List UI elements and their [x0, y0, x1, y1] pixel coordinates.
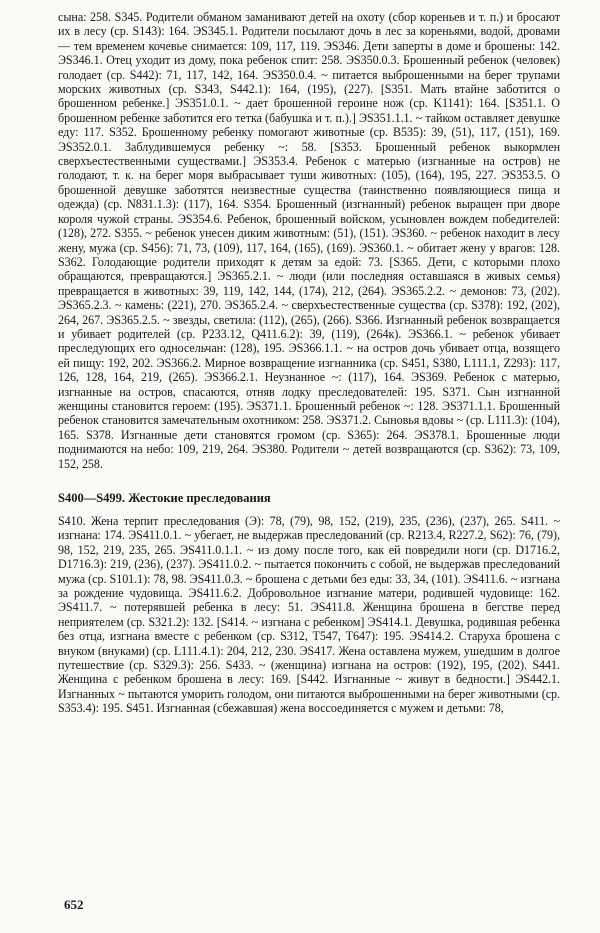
- motif-index-section-1: сына: 258. S345. Родители обманом заманивают детей на охоту (сбор кореньев и т. п.) и бросают их в лесу (ср. S143): 164. ЭS345.1. Родители посылают дочь в лес за кореньями, водой, дровами — тем временем кочевье снимается: 109, 117, 119. ЭS346. Дети заперты в доме и брошены: 142. ЭS346.1. Отец уходит из дому, пока ребенок спит: 258. ЭS350.0.3. Брошенный ребенок (человек) голодает (ср. S442): 71, 117, 142, 164. ЭS350.0.4. ~ питается выброшенными на берег трупами морских животных (ср. S343, S442.1): 164, (195), (227). [S351. Мать втайне заботится о брошенном ребенке.] ЭS351.0.1. ~ дает брошенной героине нож (ср. K1141): 164. [S351.1. О брошенном ребенке заботится его тетка (бабушка и т. п.).] ЭS351.1.1. ~ тайком оставляет девушке еду: 117. S352. Брошенному ребенку помогают животные (ср. B535): 39, (51), 117, (151), 169. ЭS352.0.1. Заблудившемуся ребенку ~: 58. [S353. Брошенный ребенок выкормлен сверхъестественными существами.] ЭS353.4. Ребенок с матерью (изгнанные на остров) не голодают, т. к. на берег моря выбрасывает туши животных: (105), (164), 195, 227. ЭS353.5. О брошенной девушке заботятся неизвестные существа (таинственно появляющиеся пища и одежда) (ср. N831.1.3): (117), 164. S354. Брошенный (изгнанный) ребенок выращен при дворе короля чужой страны. ЭS354.6. Ребенок, брошенный войском, усыновлен вождем победителей: (128), 272. S355. ~ ребенок унесен диким животным: (51), (151). ЭS360. ~ ребенок находит в лесу жену, мужа (ср. S456): 71, 73, (109), 117, 164, (165), (169). ЭS360.1. ~ обитает жену у врагов: 128. S362. Голодающие родители приходят к детям за едой: 73. [S365. Дети, с которыми плохо обращаются, превращаются.] ЭS365.2.1. ~ люди (или последняя оставшаяся в живых семья) превращается в животных: 39, 119, 142, 144, (174), 212, (264). ЭS365.2.2. ~ демонов: 73, (202). ЭS365.2.3. ~ камень: (221), 270. ЭS365.2.4. ~ сверхъестественные существа (ср. S378): 192, (202), 264, 267. ЭS365.2.5. ~ звезды, светила: (112), (265), (266). S366. Изгнанный ребенок возвращается и убивает родителей (ср. P233.12, Q411.6.2): 39, (119), (264к). ЭS366.1. ~ ребенок убивает преследующих его односельчан: (128), 195. ЭS366.1.1. ~ на остров дочь убивает отца, возящего ей пищу: 192, 202. ЭS366.2. Мирное возвращение изгнанника (ср. S451, S380, L111.1, Z293): 117, 126, 128, 164, 219, (265). ЭS366.2.1. Неузнанное ~: (117), 164. ЭS369. Ребенок с матерью, изгнанные на остров, спасаются, отняв лодку преследователей: 195. S371. Сын изгнанной женщины становится героем: (195). ЭS371.1. Брошенный ребенок ~: 128. ЭS371.1.1. Брошенный ребенок становится замечательным охотником: 258. ЭS371.2. Сыновья вдовы ~ (ср. L111.3): (104), 165. S378. Изгнанные дети становятся громом (ср. S365): 264. ЭS378.1. Брошенные люди поднимаются на небо: 109, 219, 264. ЭS380. Родители ~ детей возвращаются (ср. S362): 73, 109, 152, 258.: [58, 10, 560, 471]
- section-heading: S400—S499. Жестокие преследования: [58, 491, 271, 505]
- page-number: 652: [64, 897, 84, 912]
- page-content: [58, 10, 560, 716]
- motif-index-section-2: S410. Жена терпит преследования (Э): 78, (79), 98, 152, (219), 235, (236), (237), 265. S411. ~ изгнана: 174. ЭS411.0.1. ~ убегает, не выдержав преследований (ср. R213.4, R227.2, S62): 76, (79), 98, 152, 219, 235, 265. ЭS411.0.1.1. ~ из дому после того, как ей повредили ноги (ср. D1716.2, D1716.3): 219, (236), (237). ЭS411.0.2. ~ пытается покончить с собой, не выдержав преследований мужа (ср. S101.1): 78, 98. ЭS411.0.3. ~ брошена с детьми без еды: 33, 34, (101). ЭS411.6. ~ изгнана за рождение чудовища. ЭS411.6.2. Добровольное изгнание матери, родившей чудовище: 162. ЭS411.7. ~ потерявшей ребенка в лесу: 51. ЭS411.8. Женщина брошена в бегстве перед неприятелем (ср. S321.2): 132. [S414. ~ изгнана с ребенком] ЭS414.1. Девушка, родившая ребенка без отца, изгнана вместе с ребенком (ср. S312, T547, T647): 195. ЭS414.2. Старуха брошена с внуком (внуками) (ср. L111.4.1): 204, 212, 230. ЭS417. Жена оставлена мужем, ушедшим в долгое путешествие (ср. S329.3): 256. S433. ~ (женщина) изгнана на остров: (192), 195, (202). S441. Женщина с ребенком брошена в лесу: 169. [S442. Изгнанные ~ живут в бедности.] ЭS442.1. Изгнанных ~ пытаются уморить голодом, они питаются выброшенными на берег животными (ср. S353.4): 195. S451. Изгнанная (сбежавшая) жена воссоединяется с мужем и детьми: 78,: [58, 514, 560, 716]
